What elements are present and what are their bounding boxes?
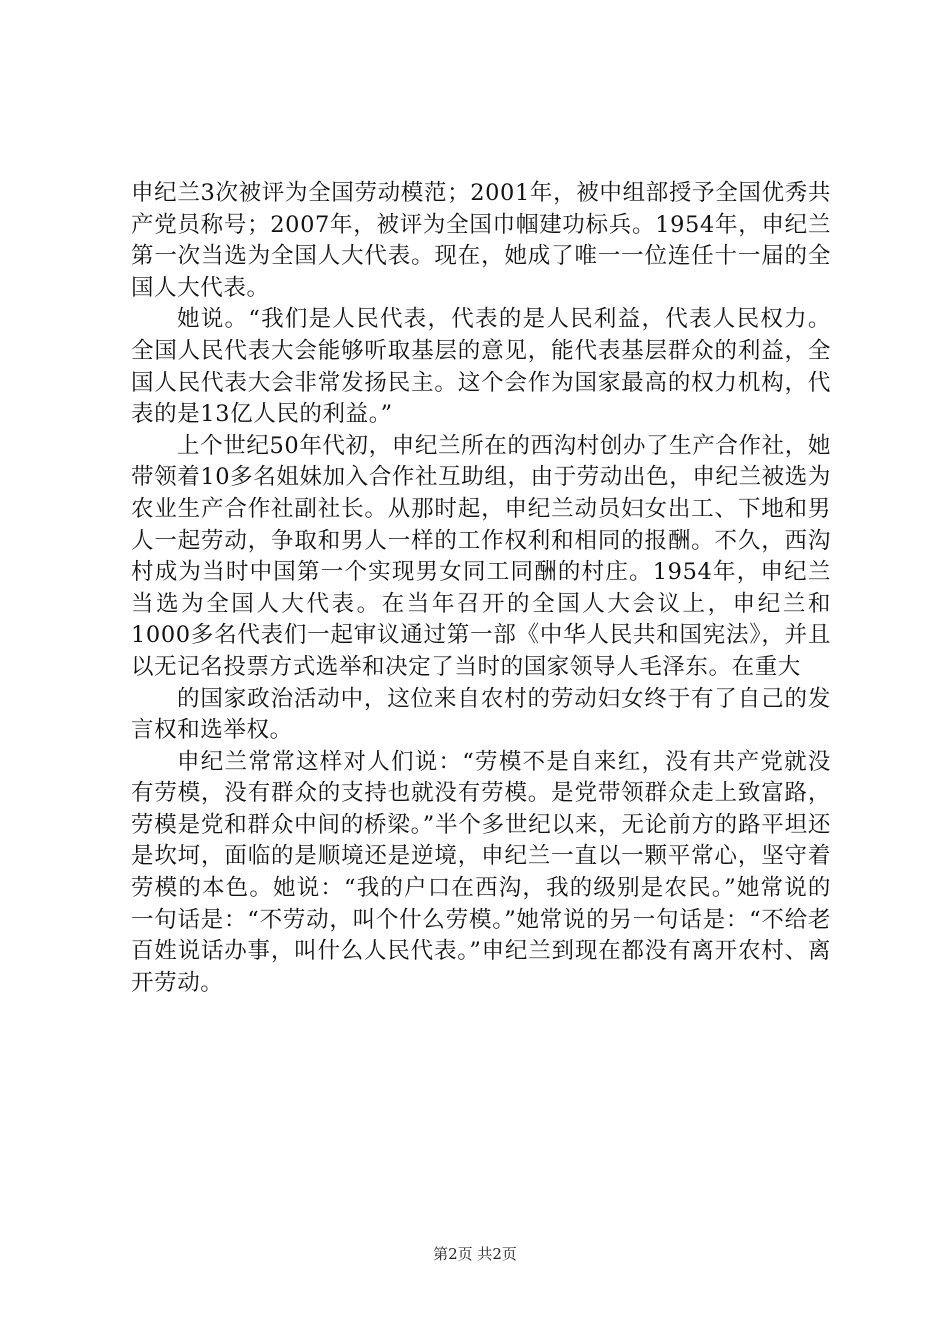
- paragraph-5: 申纪兰常常这样对人们说：“劳模不是自来红，没有共产党就没有劳模，没有群众的支持也就没有劳模。是党带领群众走上致富路，劳模是党和群众中间的桥梁。”半个多世纪以来，无论前方的路平坦还是坎坷，面临的是顺境还是逆境，申纪兰一直以一颗平常心，坚守着劳模的本色。她说：“我的户口在西沟，我的级别是农民。”她常说的一句话是：“不劳动，叫个什么劳模。”她常说的另一句话是：“不给老百姓说话办事，叫什么人民代表。”申纪兰到现在都没有离开农村、离开劳动。: [131, 748, 831, 996]
- paragraph-3: 上个世纪50年代初，申纪兰所在的西沟村创办了生产合作社，她带领着10多名姐妹加入合作社互助组，由于劳动出色，申纪兰被选为农业生产合作社副社长。从那时起，申纪兰动员妇女出工、下地和男人一起劳动，争取和男人一样的工作权利和相同的报酬。不久，西沟村成为当时中国第一个实现男女同工同酬的村庄。1954年，申纪兰当选为全国人大代表。在当年召开的全国人大会议上，申纪兰和1000多名代表们一起审议通过第一部《中华人民共和国宪法》，并且以无记名投票方式选举和决定了当时的国家领导人毛泽东。在重大: [131, 432, 831, 680]
- page-footer: [0, 1244, 950, 1264]
- paragraph-4: 的国家政治活动中，这位来自农村的劳动妇女终于有了自己的发言权和选举权。: [131, 685, 831, 744]
- paragraph-1: 申纪兰3次被评为全国劳动模范；2001年，被中组部授予全国优秀共产党员称号；2007年，被评为全国巾帼建功标兵。1954年，申纪兰第一次当选为全国人大代表。现在，她成了唯一一位连任十一届的全国人大代表。: [131, 180, 831, 301]
- paragraph-2: 她说。“我们是人民代表，代表的是人民利益，代表人民权力。全国人民代表大会能够听取基层的意见，能代表基层群众的利益，全国人民代表大会非常发扬民主。这个会作为国家最高的权力机构，代表的是13亿人民的利益。”: [131, 306, 831, 428]
- page-number-label: 第2页 共2页: [433, 1245, 517, 1263]
- document-body: [131, 178, 831, 999]
